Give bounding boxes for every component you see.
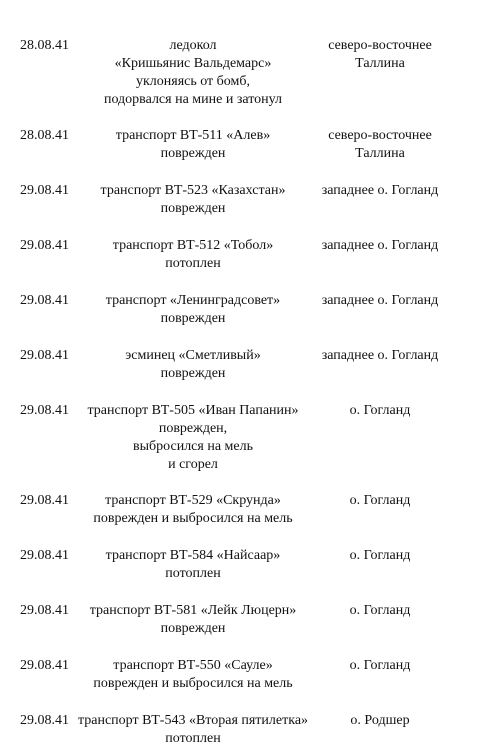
location-line: западнее о. Гогланд [321,183,439,198]
description-line: уклоняясь от бомб, [135,74,251,89]
entry-description [70,547,316,583]
entry-location [308,402,452,420]
location-line: северо-восточнее [328,38,432,53]
description-line: поврежден [160,621,226,636]
description-line: выбросился на мель [133,439,253,454]
entry-location [308,347,452,365]
description-line: поврежден и выбросился на мель [93,676,293,691]
description-line: потоплен [165,256,221,271]
entry-date: 29.08.41 [20,183,69,198]
description-line: поврежден и выбросился на мель [93,511,293,526]
entry-date: 28.08.41 [20,38,69,53]
description-line: транспорт «Ленинградсовет» [105,293,281,308]
location-line: западнее о. Гогланд [321,348,439,363]
entry-description [70,657,316,693]
entry-date: 29.08.41 [20,293,69,308]
entry-date: 29.08.41 [20,603,69,618]
description-line: поврежден [160,201,226,216]
entry-description [70,292,316,328]
location-line: о. Гогланд [349,548,411,563]
location-line: о. Гогланд [349,658,411,673]
description-line: поврежден [160,311,226,326]
entry-description [70,492,316,528]
entry-date: 29.08.41 [20,548,69,563]
entry-description [70,712,316,748]
location-line: о. Гогланд [349,403,411,418]
entry-description [70,347,316,383]
entry-date: 29.08.41 [20,403,69,418]
description-line: транспорт ВТ-543 «Вторая пятилетка» [77,713,309,728]
entry-location [308,492,452,510]
description-line: транспорт ВТ-523 «Казахстан» [100,183,286,198]
location-line: о. Родшер [350,713,410,728]
description-line: транспорт ВТ-550 «Сауле» [113,658,273,673]
description-line: ледокол [169,38,217,53]
entry-date: 29.08.41 [20,238,69,253]
description-line: потоплен [165,731,221,746]
location-line: Таллина [355,56,405,71]
entry-description [70,402,316,474]
location-line: о. Гогланд [349,603,411,618]
entry-location [308,292,452,310]
entry-location [308,237,452,255]
entry-date: 28.08.41 [20,128,69,143]
entry-description [70,237,316,273]
entry-description [70,602,316,638]
entry-date: 29.08.41 [20,713,69,728]
description-line: транспорт ВТ-529 «Скрунда» [105,493,281,508]
description-line: транспорт ВТ-581 «Лейк Люцерн» [89,603,297,618]
entry-location [308,127,452,163]
description-line: поврежден [160,366,226,381]
entry-date: 29.08.41 [20,658,69,673]
entry-location [308,657,452,675]
description-line: поврежден [160,146,226,161]
entry-location [308,602,452,620]
description-line: поврежден, [158,421,228,436]
description-line: «Кришьянис Вальдемарс» [114,56,272,71]
description-line: и сгорел [168,457,218,472]
entry-location [308,712,452,730]
location-line: северо-восточнее [328,128,432,143]
location-line: западнее о. Гогланд [321,238,439,253]
location-line: Таллина [355,146,405,161]
entry-description [70,182,316,218]
entry-date: 29.08.41 [20,348,69,363]
entry-location [308,547,452,565]
description-line: транспорт ВТ-505 «Иван Папанин» [87,403,299,418]
description-line: эсминец «Сметливый» [125,348,261,363]
location-line: западнее о. Гогланд [321,293,439,308]
description-line: транспорт ВТ-512 «Тобол» [112,238,274,253]
entry-description [70,37,316,109]
description-line: транспорт ВТ-511 «Алев» [115,128,271,143]
description-line: подорвался на мине и затонул [103,92,283,107]
entry-location [308,37,452,73]
entry-location [308,182,452,200]
description-line: потоплен [165,566,221,581]
description-line: транспорт ВТ-584 «Найсаар» [105,548,281,563]
location-line: о. Гогланд [349,493,411,508]
entry-description [70,127,316,163]
entry-date: 29.08.41 [20,493,69,508]
